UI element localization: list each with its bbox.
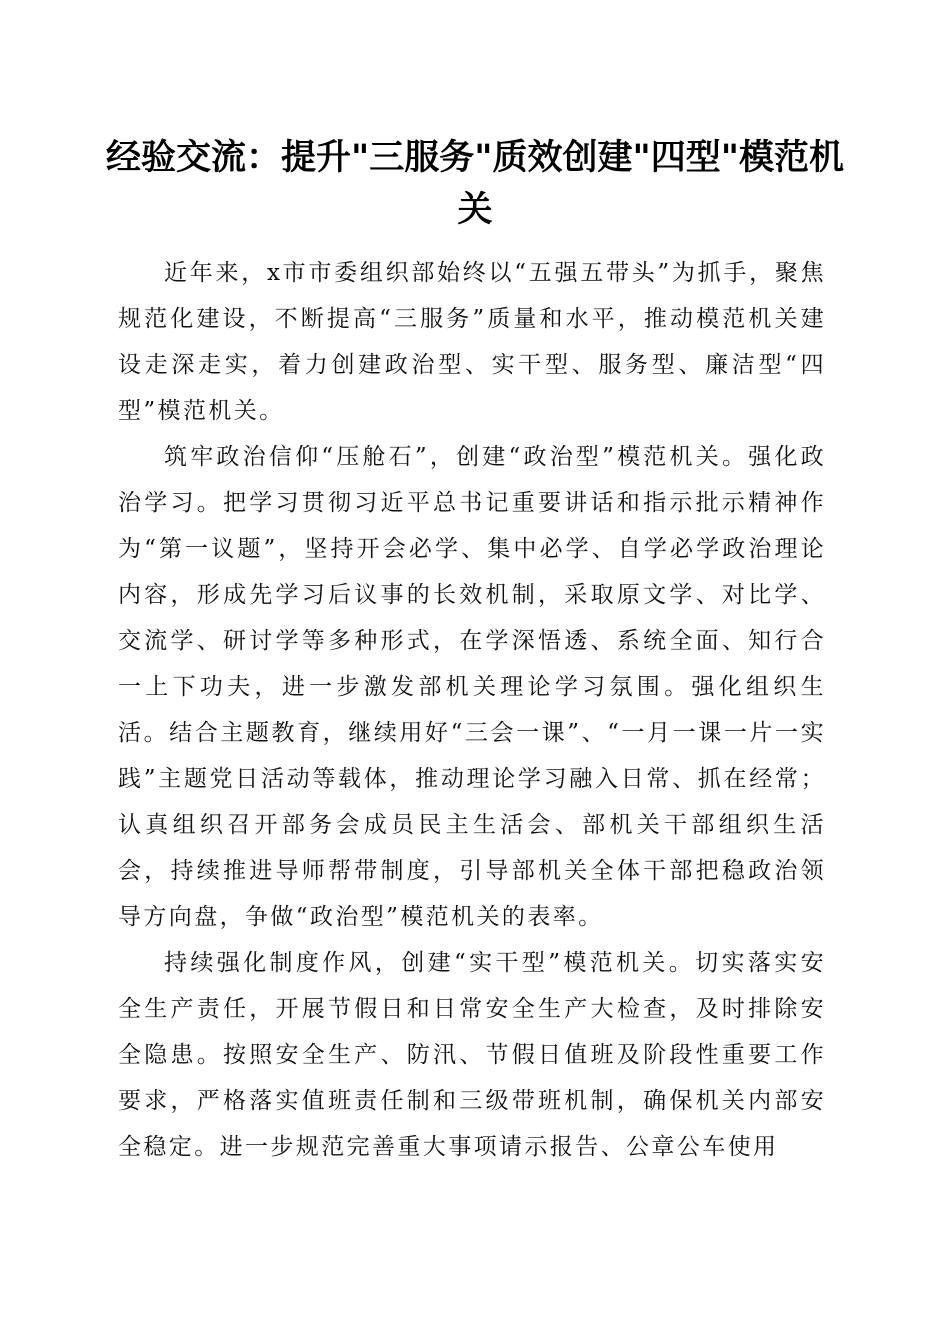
- document-body: [118, 250, 826, 1170]
- paragraph-practical: 持续强化制度作风，创建“实干型”模范机关。切实落实安全生产责任，开展节假日和日常安全生产大检查，及时排除安全隐患。按照安全生产、防汛、节假日值班及阶段性重要工作要求，严格落实值班责任制和三级带班机制，确保机关内部安全稳定。进一步规范完善重大事项请示报告、公章公车使用: [118, 950, 826, 1160]
- document-title: 经验交流：提升"三服务"质效创建"四型"模范机关: [106, 137, 844, 230]
- paragraph-intro: 近年来，x市市委组织部始终以“五强五带头”为抓手，聚焦规范化建设，不断提高“三服务”质量和水平，推动模范机关建设走深走实，着力创建政治型、实干型、服务型、廉洁型“四型”模范机关。: [118, 260, 826, 424]
- paragraph-political: 筑牢政治信仰“压舱石”，创建“政治型”模范机关。强化政治学习。把学习贯彻习近平总书记重要讲话和指示批示精神作为“第一议题”，坚持开会必学、集中必学、自学必学政治理论内容，形成先学习后议事的长效机制，采取原文学、对比学、交流学、研讨学等多种形式，在学深悟透、系统全面、知行合一上下功夫，进一步激发部机关理论学习氛围。强化组织生活。结合主题教育，继续用好“三会一课”、“一月一课一片一实践”主题党日活动等载体，推动理论学习融入日常、抓在经常；认真组织召开部务会成员民主生活会、部机关干部组织生活会，持续推进导师帮带制度，引导部机关全体干部把稳政治领导方向盘，争做“政治型”模范机关的表率。: [118, 444, 826, 930]
